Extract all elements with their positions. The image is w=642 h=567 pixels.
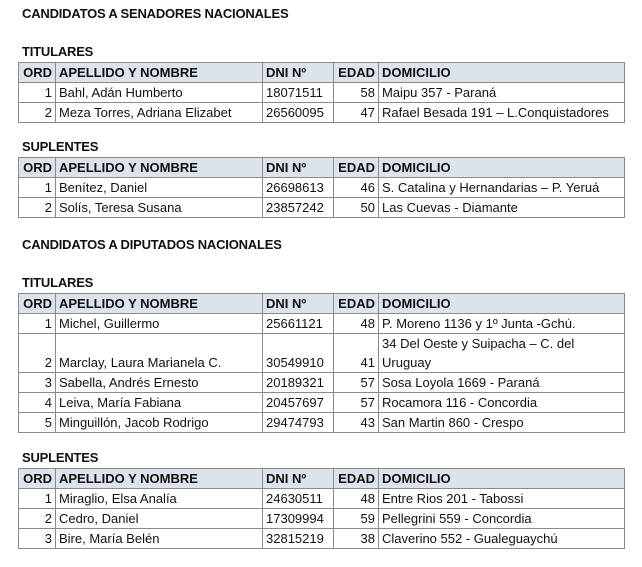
cell-ord: 1 bbox=[19, 83, 56, 103]
cell-ord: 2 bbox=[19, 509, 56, 529]
cell-ord: 1 bbox=[19, 489, 56, 509]
table-header-row bbox=[19, 63, 625, 83]
cell-ord: 5 bbox=[19, 413, 56, 433]
table-row bbox=[19, 198, 625, 218]
cell-name: Sabella, Andrés Ernesto bbox=[56, 373, 263, 393]
cell-domicilio: 34 Del Oeste y Suipacha – C. del Uruguay bbox=[379, 334, 625, 373]
table-diputados-titulares bbox=[18, 293, 625, 433]
col-header-name: APELLIDO Y NOMBRE bbox=[56, 469, 263, 489]
cell-ord: 1 bbox=[19, 314, 56, 334]
cell-edad: 59 bbox=[334, 509, 379, 529]
table-header-row bbox=[19, 158, 625, 178]
cell-edad: 47 bbox=[334, 103, 379, 123]
cell-edad: 57 bbox=[334, 393, 379, 413]
col-header-dni: DNI Nº bbox=[263, 63, 334, 83]
cell-ord: 3 bbox=[19, 529, 56, 549]
cell-domicilio: Entre Rios 201 - Tabossi bbox=[379, 489, 625, 509]
cell-edad: 41 bbox=[334, 334, 379, 373]
cell-domicilio: Maipu 357 - Paraná bbox=[379, 83, 625, 103]
table-row bbox=[19, 373, 625, 393]
col-header-dni: DNI Nº bbox=[263, 158, 334, 178]
cell-domicilio: Rafael Besada 191 – L.Conquistadores bbox=[379, 103, 625, 123]
cell-dni: 32815219 bbox=[263, 529, 334, 549]
cell-domicilio: S. Catalina y Hernandarias – P. Yeruá bbox=[379, 178, 625, 198]
cell-edad: 38 bbox=[334, 529, 379, 549]
table-diputados-suplentes bbox=[18, 468, 625, 549]
cell-dni: 29474793 bbox=[263, 413, 334, 433]
table-row bbox=[19, 413, 625, 433]
col-header-edad: EDAD bbox=[334, 158, 379, 178]
cell-domicilio: Sosa Loyola 1669 - Paraná bbox=[379, 373, 625, 393]
cell-dni: 26560095 bbox=[263, 103, 334, 123]
cell-edad: 48 bbox=[334, 314, 379, 334]
col-header-edad: EDAD bbox=[334, 469, 379, 489]
table-row bbox=[19, 529, 625, 549]
cell-edad: 48 bbox=[334, 489, 379, 509]
table-row bbox=[19, 83, 625, 103]
cell-domicilio: Pellegrini 559 - Concordia bbox=[379, 509, 625, 529]
cell-name: Bire, María Belén bbox=[56, 529, 263, 549]
cell-domicilio: Claverino 552 - Gualeguaychú bbox=[379, 529, 625, 549]
col-header-edad: EDAD bbox=[334, 63, 379, 83]
cell-domicilio: P. Moreno 1136 y 1º Junta -Gchú. bbox=[379, 314, 625, 334]
cell-name: Leiva, María Fabiana bbox=[56, 393, 263, 413]
cell-name: Bahl, Adán Humberto bbox=[56, 83, 263, 103]
table-row bbox=[19, 334, 625, 373]
table-senadores-suplentes bbox=[18, 157, 625, 218]
cell-name: Cedro, Daniel bbox=[56, 509, 263, 529]
col-header-domicilio: DOMICILIO bbox=[379, 469, 625, 489]
cell-dni: 17309994 bbox=[263, 509, 334, 529]
col-header-ord: ORD bbox=[19, 158, 56, 178]
cell-ord: 2 bbox=[19, 198, 56, 218]
table-row bbox=[19, 489, 625, 509]
cell-name: Miraglio, Elsa Analía bbox=[56, 489, 263, 509]
cell-ord: 4 bbox=[19, 393, 56, 413]
cell-edad: 58 bbox=[334, 83, 379, 103]
col-header-dni: DNI Nº bbox=[263, 294, 334, 314]
cell-dni: 20457697 bbox=[263, 393, 334, 413]
table-header-row bbox=[19, 469, 625, 489]
cell-dni: 24630511 bbox=[263, 489, 334, 509]
group-title-senadores-suplentes: SUPLENTES bbox=[22, 139, 99, 154]
col-header-name: APELLIDO Y NOMBRE bbox=[56, 294, 263, 314]
table-senadores-titulares bbox=[18, 62, 625, 123]
cell-dni: 26698613 bbox=[263, 178, 334, 198]
table-row bbox=[19, 178, 625, 198]
cell-name: Meza Torres, Adriana Elizabet bbox=[56, 103, 263, 123]
col-header-domicilio: DOMICILIO bbox=[379, 158, 625, 178]
table-row bbox=[19, 314, 625, 334]
table-header-row bbox=[19, 294, 625, 314]
cell-dni: 18071511 bbox=[263, 83, 334, 103]
cell-ord: 1 bbox=[19, 178, 56, 198]
cell-name: Benítez, Daniel bbox=[56, 178, 263, 198]
cell-edad: 50 bbox=[334, 198, 379, 218]
cell-edad: 57 bbox=[334, 373, 379, 393]
col-header-domicilio: DOMICILIO bbox=[379, 63, 625, 83]
cell-ord: 3 bbox=[19, 373, 56, 393]
table-row bbox=[19, 393, 625, 413]
col-header-ord: ORD bbox=[19, 294, 56, 314]
cell-dni: 30549910 bbox=[263, 334, 334, 373]
cell-dni: 25661121 bbox=[263, 314, 334, 334]
cell-name: Minguillón, Jacob Rodrigo bbox=[56, 413, 263, 433]
col-header-name: APELLIDO Y NOMBRE bbox=[56, 63, 263, 83]
col-header-domicilio: DOMICILIO bbox=[379, 294, 625, 314]
cell-name: Michel, Guillermo bbox=[56, 314, 263, 334]
cell-ord: 2 bbox=[19, 103, 56, 123]
col-header-name: APELLIDO Y NOMBRE bbox=[56, 158, 263, 178]
group-title-senadores-titulares: TITULARES bbox=[22, 44, 94, 59]
table-row bbox=[19, 509, 625, 529]
group-title-diputados-titulares: TITULARES bbox=[22, 275, 94, 290]
col-header-dni: DNI Nº bbox=[263, 469, 334, 489]
col-header-ord: ORD bbox=[19, 63, 56, 83]
table-row bbox=[19, 103, 625, 123]
col-header-ord: ORD bbox=[19, 469, 56, 489]
cell-name: Marclay, Laura Marianela C. bbox=[56, 334, 263, 373]
cell-ord: 2 bbox=[19, 334, 56, 373]
cell-domicilio: Rocamora 116 - Concordia bbox=[379, 393, 625, 413]
col-header-edad: EDAD bbox=[334, 294, 379, 314]
cell-edad: 46 bbox=[334, 178, 379, 198]
group-title-diputados-suplentes: SUPLENTES bbox=[22, 450, 99, 465]
cell-dni: 20189321 bbox=[263, 373, 334, 393]
cell-domicilio: Las Cuevas - Diamante bbox=[379, 198, 625, 218]
cell-dni: 23857242 bbox=[263, 198, 334, 218]
cell-edad: 43 bbox=[334, 413, 379, 433]
cell-domicilio: San Martin 860 - Crespo bbox=[379, 413, 625, 433]
section-title-diputados: CANDIDATOS A DIPUTADOS NACIONALES bbox=[22, 237, 282, 252]
section-title-senadores: CANDIDATOS A SENADORES NACIONALES bbox=[22, 6, 289, 21]
cell-name: Solís, Teresa Susana bbox=[56, 198, 263, 218]
